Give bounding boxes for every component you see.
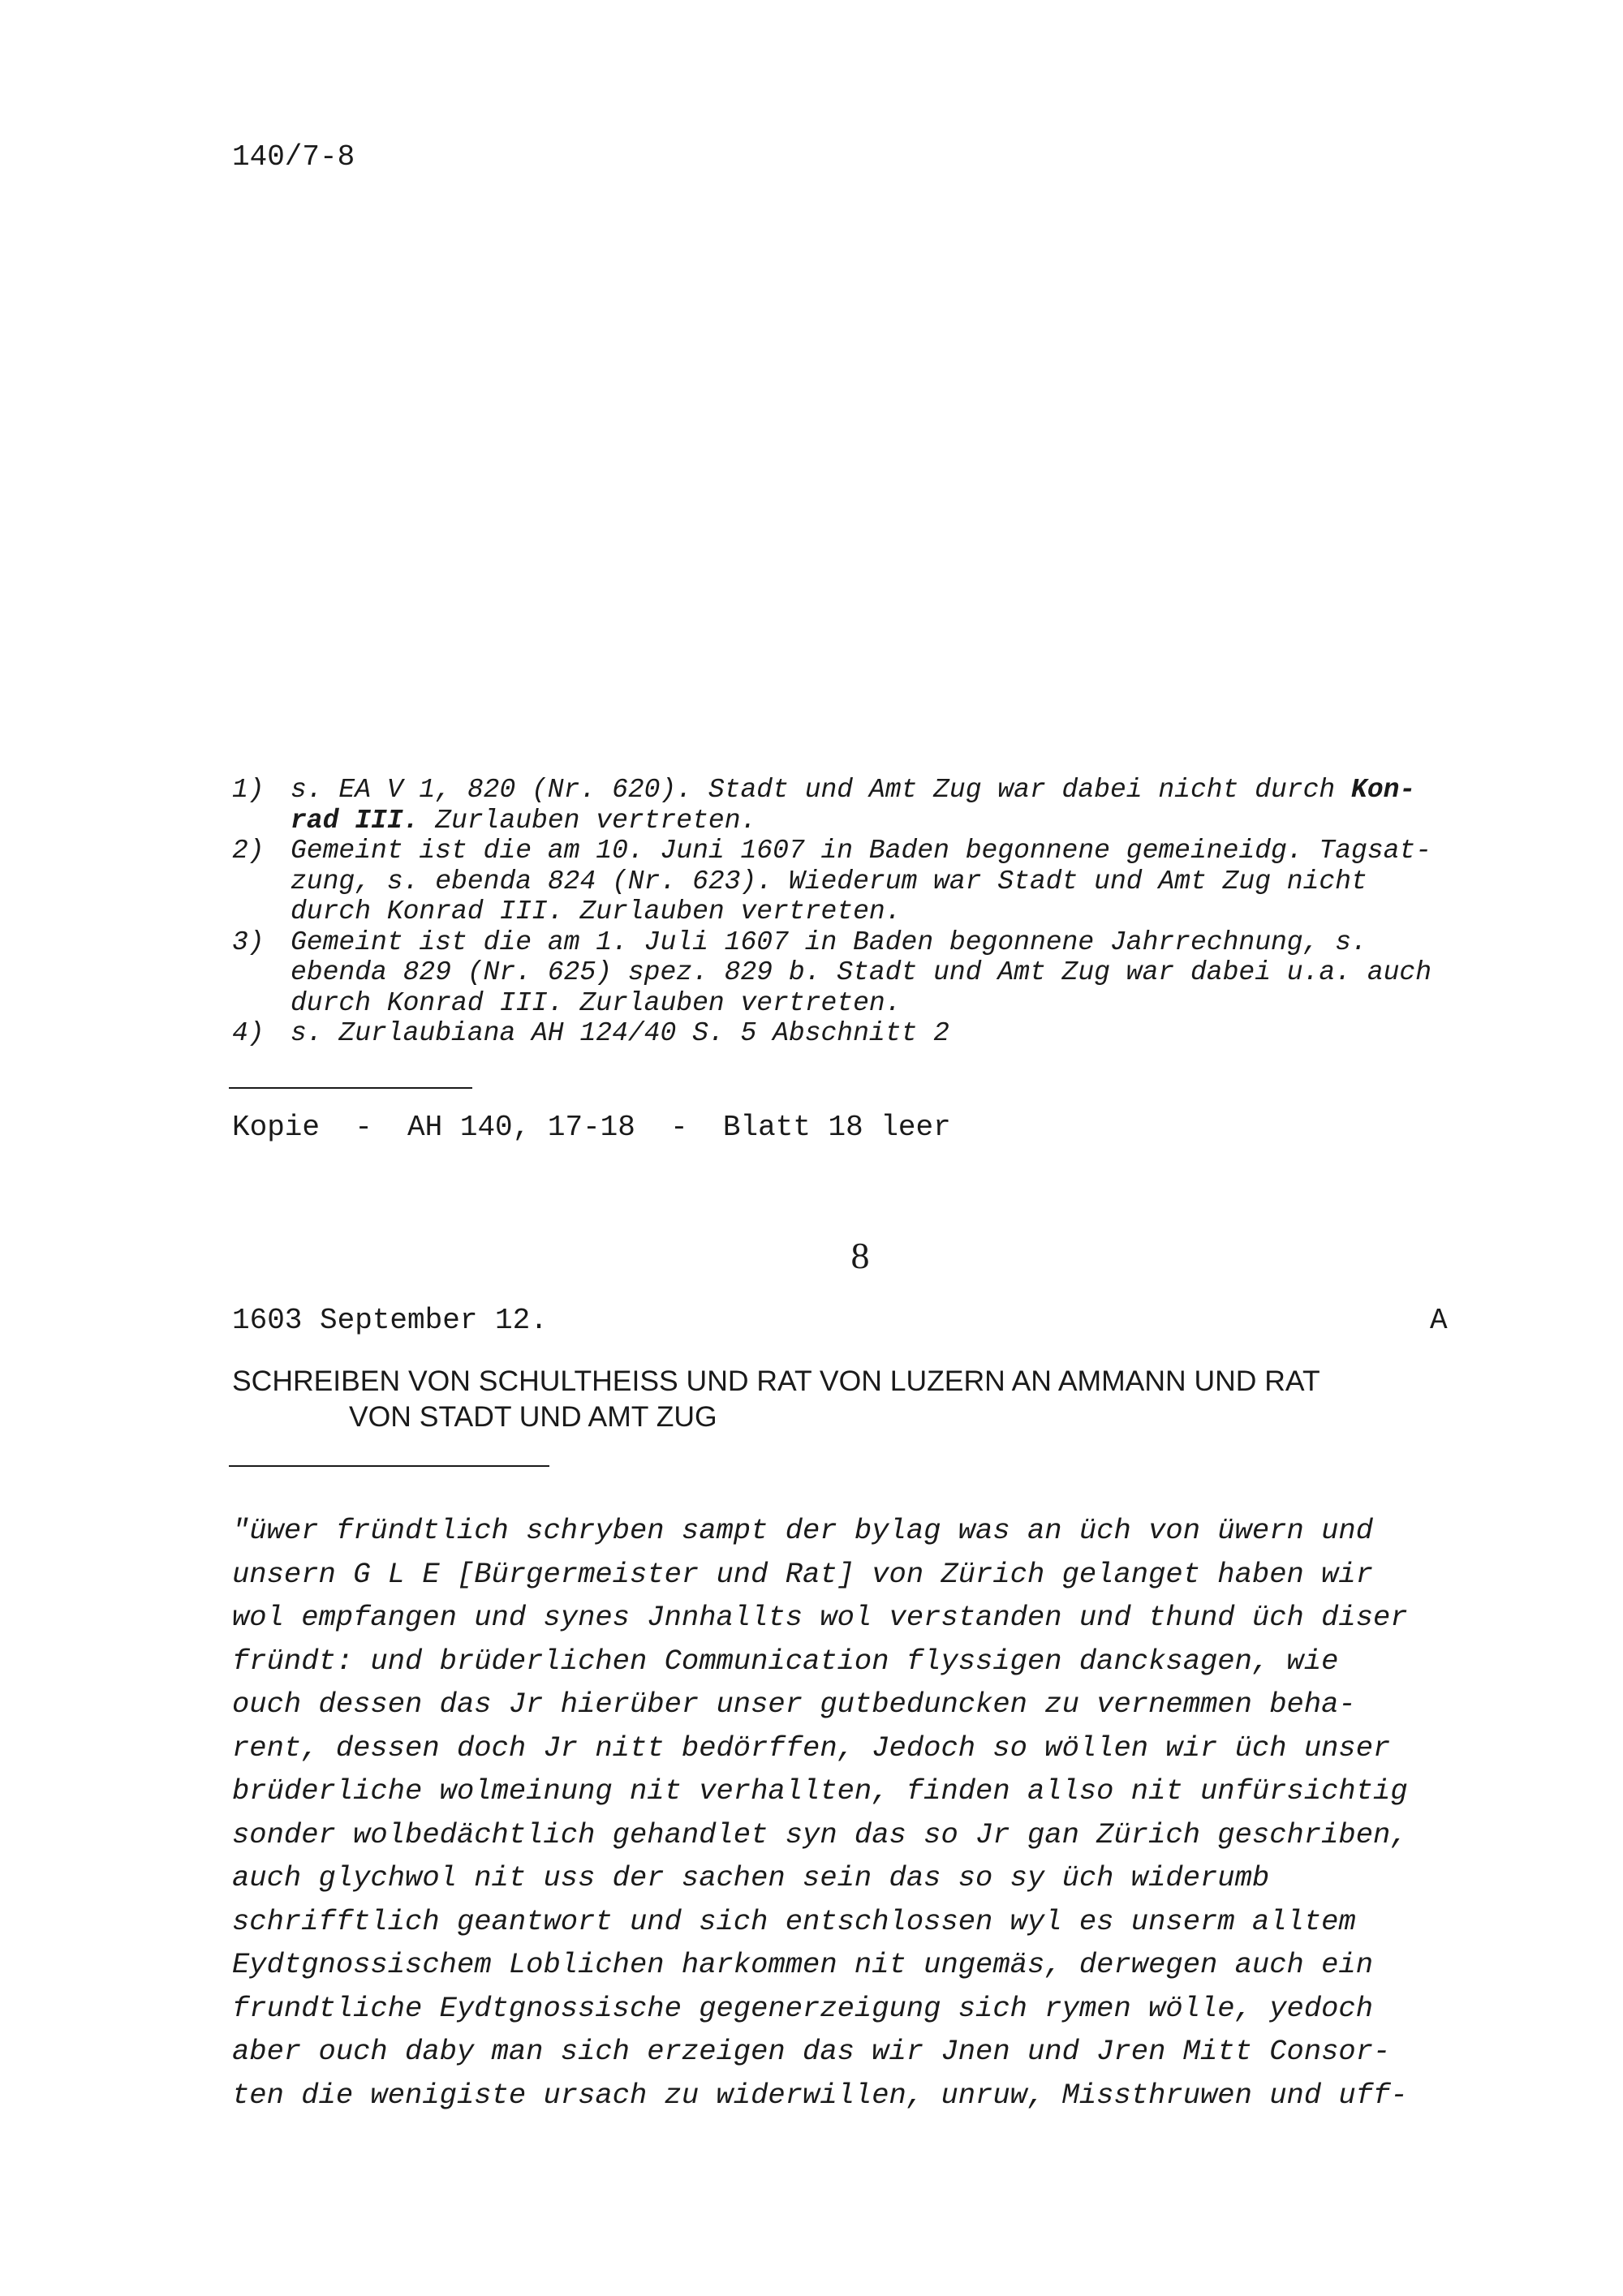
footnotes	[232, 775, 1482, 1049]
heading-line: VON STADT UND AMT ZUG	[349, 1400, 717, 1433]
body-line: rent, dessen doch Jr nitt bedörffen, Jedoch so wöllen wir üch unser	[232, 1731, 1391, 1765]
body-line: frundtliche Eydtgnossische gegenerzeigung sich rymen wölle, yedoch	[232, 1991, 1374, 2025]
footnote-number: 2)	[232, 836, 265, 866]
letter-body	[232, 1509, 1498, 2117]
body-line: schrifftlich geantwort und sich entschlossen wyl es unserm alltem	[232, 1904, 1356, 1938]
body-line: "üwer fründtlich schryben sampt der bylag was an üch von üwern und	[232, 1514, 1374, 1547]
footnote-2	[232, 836, 1482, 927]
body-line: aber ouch daby man sich erzeigen das wir Jnen und Jren Mitt Consor-	[232, 2035, 1391, 2068]
body-line: Eydtgnossischem Loblichen harkommen nit ungemäs, derwegen auch ein	[232, 1948, 1374, 1981]
footnote-number: 3)	[232, 927, 265, 957]
body-line: auch glychwol nit uss der sachen sein das so sy üch widerumb	[232, 1861, 1270, 1894]
body-line: ten die wenigiste ursach zu widerwillen, unruw, Missthruwen und uff-	[232, 2078, 1408, 2112]
footnote-text: Gemeint ist die am 10. Juni 1607 in Baden begonnene gemeineidg. Tagsat- zung, s. ebenda 824 (Nr. 623). Wiederum war Stadt und Amt Zug nicht durch Konrad III. Zurlauben vertreten.	[291, 836, 1432, 927]
footnote-1	[232, 775, 1482, 836]
document-number: 8	[850, 1235, 870, 1276]
source-line: Kopie - AH 140, 17-18 - Blatt 18 leer	[232, 1111, 951, 1144]
footnote-number: 4)	[232, 1018, 265, 1048]
footnote-text: s. Zurlaubiana AH 124/40 S. 5 Abschnitt 2	[291, 1018, 949, 1048]
document-marker: A	[1430, 1304, 1448, 1337]
heading-line: SCHREIBEN VON SCHULTHEISS UND RAT VON LUZERN AN AMMANN UND RAT	[232, 1365, 1320, 1397]
body-line: ouch dessen das Jr hierüber unser gutbeduncken zu vernemmen beha-	[232, 1688, 1356, 1721]
footnote-text: s. EA V 1, 820 (Nr. 620). Stadt und Amt Zug war dabei nicht durch Kon- rad III. Zurlauben vertreten.	[291, 775, 1416, 836]
footnote-4	[232, 1018, 1482, 1049]
page-id: 140/7-8	[232, 140, 355, 174]
heading-divider	[229, 1465, 549, 1467]
footnote-3	[232, 927, 1482, 1019]
body-line: sonder wolbedächtlich gehandlet syn das so Jr gan Zürich geschriben,	[232, 1817, 1408, 1851]
body-line: wol empfangen und synes Jnnhallts wol verstanden und thund üch diser	[232, 1601, 1408, 1634]
body-line: unsern G L E [Bürgermeister und Rat] von Zürich gelanget haben wir	[232, 1557, 1374, 1591]
body-line: brüderliche wolmeinung nit verhallten, finden allso nit unfürsichtig	[232, 1774, 1408, 1808]
document-heading	[232, 1363, 1482, 1434]
footnote-text: Gemeint ist die am 1. Juli 1607 in Baden begonnene Jahrrechnung, s. ebenda 829 (Nr. 625) spez. 829 b. Stadt und Amt Zug war dabei u.a. auch durch Konrad III. Zurlauben vertreten.	[291, 927, 1432, 1018]
footnote-divider	[229, 1087, 472, 1089]
footnote-number: 1)	[232, 775, 265, 805]
document-date: 1603 September 12.	[232, 1304, 548, 1337]
body-line: fründt: und brüderlichen Communication flyssigen dancksagen, wie	[232, 1644, 1339, 1678]
